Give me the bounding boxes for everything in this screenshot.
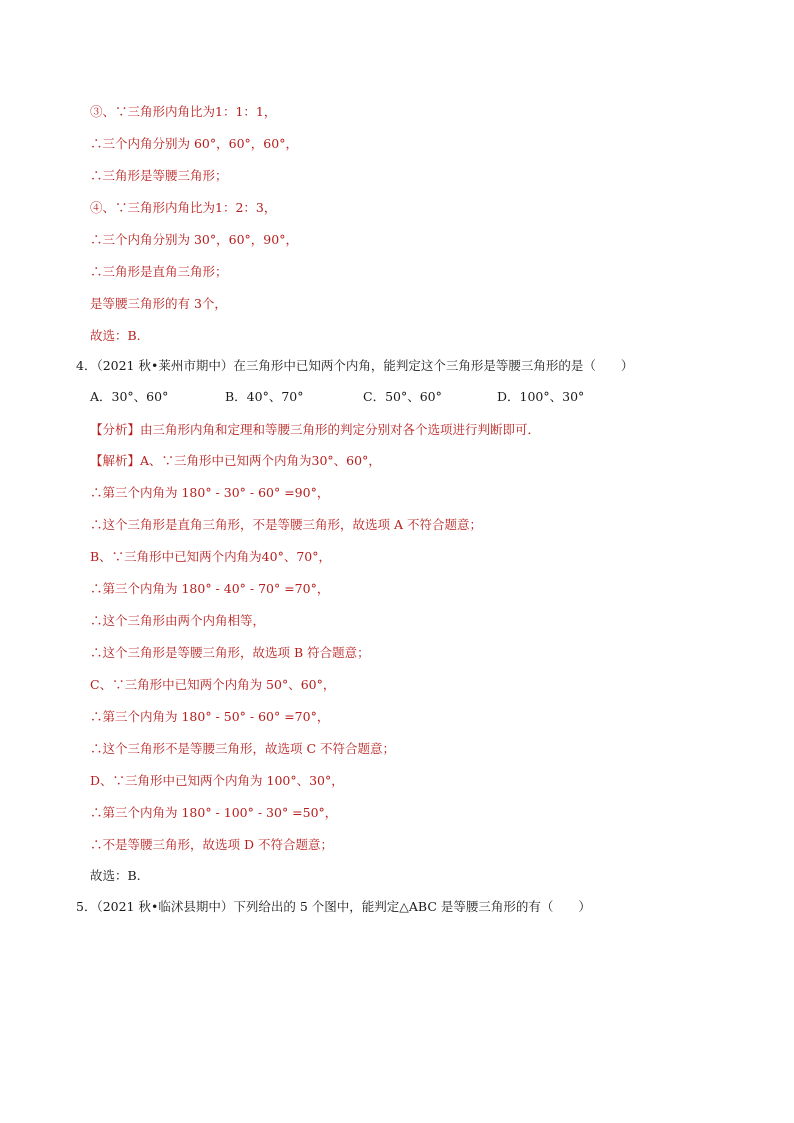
- option-c: C．50°、60°: [363, 389, 442, 404]
- solution-line: 是等腰三角形的有 3个，: [90, 296, 227, 311]
- option-b: B．40°、70°: [225, 389, 304, 404]
- solution-line: ∴不是等腰三角形，故选项 D 不符合题意；: [90, 837, 333, 852]
- answer-line: 故选：B.: [90, 868, 141, 883]
- solution-line: ∴这个三角形是直角三角形，不是等腰三角形，故选项 A 不符合题意；: [90, 517, 482, 532]
- solution-line: ④、∵三角形内角比为1：2：3，: [90, 200, 277, 215]
- option-d: D．100°、30°: [497, 389, 585, 404]
- solution-line: B、∵三角形中已知两个内角为40°、70°，: [90, 549, 331, 564]
- solution-line: ∴三个内角分别为 30°，60°，90°，: [90, 232, 298, 247]
- analysis-line: 【分析】由三角形内角和定理和等腰三角形的判定分别对各个选项进行判断即可．: [90, 422, 541, 437]
- solution-line: ∴第三个内角为 180° - 30° - 60° =90°，: [90, 485, 330, 500]
- option-a: A．30°、60°: [90, 389, 169, 404]
- solution-line: 【解析】A、∵三角形中已知两个内角为30°、60°，: [90, 453, 381, 468]
- solution-line: ∴这个三角形由两个内角相等，: [90, 613, 266, 628]
- solution-line: ∴第三个内角为 180° - 40° - 70° =70°，: [90, 581, 330, 596]
- solution-line: 故选：B.: [90, 328, 141, 343]
- question-4-stem: 4．（2021 秋•莱州市期中）在三角形中已知两个内角，能判定这个三角形是等腰三角形的是（ ）: [76, 358, 634, 373]
- solution-line: ③、∵三角形内角比为1：1：1，: [90, 104, 277, 119]
- solution-line: ∴第三个内角为 180° - 50° - 60° =70°，: [90, 709, 330, 724]
- solution-line: D、∵三角形中已知两个内角为 100°、30°，: [90, 773, 344, 788]
- solution-line: ∴三角形是直角三角形；: [90, 264, 228, 279]
- solution-line: ∴三角形是等腰三角形；: [90, 168, 228, 183]
- question-5-stem: 5．（2021 秋•临沭县期中）下列给出的 5 个图中，能判定△ABC 是等腰三角形的有（ ）: [76, 899, 591, 914]
- solution-line: ∴第三个内角为 180° - 100° - 30° =50°，: [90, 805, 338, 820]
- solution-line: C、∵三角形中已知两个内角为 50°、60°，: [90, 677, 336, 692]
- solution-line: ∴三个内角分别为 60°，60°，60°，: [90, 136, 298, 151]
- solution-line: ∴这个三角形不是等腰三角形，故选项 C 不符合题意；: [90, 741, 396, 756]
- solution-line: ∴这个三角形是等腰三角形，故选项 B 符合题意；: [90, 645, 370, 660]
